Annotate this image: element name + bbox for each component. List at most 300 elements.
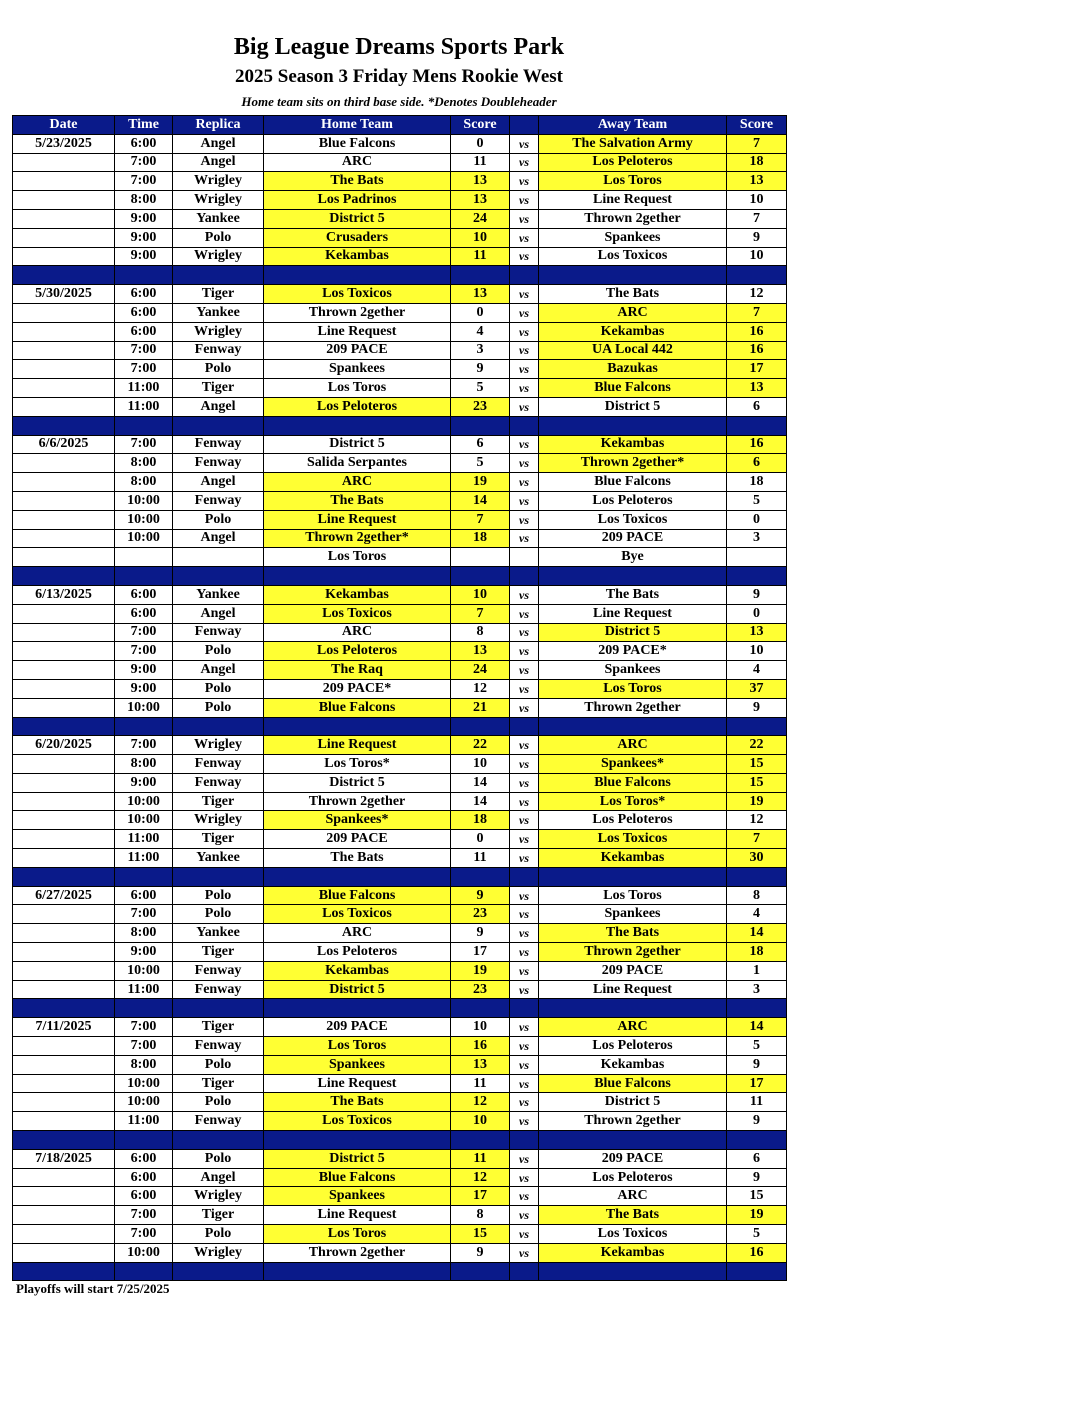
vs-label: vs xyxy=(510,924,539,943)
vs-label: vs xyxy=(510,191,539,210)
away-team: The Bats xyxy=(539,585,727,604)
game-time: 6:00 xyxy=(115,134,173,153)
away-score: 13 xyxy=(727,172,787,191)
vs-label: vs xyxy=(510,510,539,529)
game-time: 8:00 xyxy=(115,755,173,774)
game-date xyxy=(13,642,115,661)
away-score: 17 xyxy=(727,1074,787,1093)
away-team: Kekambas xyxy=(539,1243,727,1262)
away-team: 209 PACE xyxy=(539,1149,727,1168)
home-score: 23 xyxy=(451,905,510,924)
home-team: Los Toros* xyxy=(264,755,451,774)
game-time: 9:00 xyxy=(115,661,173,680)
game-field: Fenway xyxy=(173,961,264,980)
away-team: Kekambas xyxy=(539,1055,727,1074)
home-score: 13 xyxy=(451,285,510,304)
vs-label: vs xyxy=(510,755,539,774)
game-date xyxy=(13,849,115,868)
separator-cell xyxy=(115,717,173,736)
separator-cell xyxy=(451,416,510,435)
away-score: 18 xyxy=(727,943,787,962)
game-time: 6:00 xyxy=(115,1168,173,1187)
game-row xyxy=(13,943,787,962)
away-team: Los Peloteros xyxy=(539,491,727,510)
away-score: 14 xyxy=(727,1018,787,1037)
game-field: Polo xyxy=(173,1055,264,1074)
away-score: 0 xyxy=(727,604,787,623)
game-field: Angel xyxy=(173,529,264,548)
away-score: 7 xyxy=(727,209,787,228)
away-team: The Bats xyxy=(539,285,727,304)
game-field: Tiger xyxy=(173,792,264,811)
vs-label: vs xyxy=(510,1225,539,1244)
home-score: 11 xyxy=(451,1149,510,1168)
home-score: 9 xyxy=(451,886,510,905)
separator-cell xyxy=(13,1131,115,1150)
game-date xyxy=(13,1055,115,1074)
vs-label: vs xyxy=(510,491,539,510)
home-score: 11 xyxy=(451,153,510,172)
home-team: Los Toros xyxy=(264,379,451,398)
game-time: 10:00 xyxy=(115,491,173,510)
away-score: 13 xyxy=(727,379,787,398)
home-team: District 5 xyxy=(264,435,451,454)
vs-label: vs xyxy=(510,341,539,360)
home-team: Los Padrinos xyxy=(264,191,451,210)
game-row xyxy=(13,1149,787,1168)
separator-cell xyxy=(539,999,727,1018)
away-team: ARC xyxy=(539,736,727,755)
home-score: 0 xyxy=(451,134,510,153)
separator-cell xyxy=(264,867,451,886)
game-field: Polo xyxy=(173,698,264,717)
game-time: 11:00 xyxy=(115,849,173,868)
game-row xyxy=(13,1206,787,1225)
away-score: 22 xyxy=(727,736,787,755)
separator-cell xyxy=(115,867,173,886)
game-field: Fenway xyxy=(173,623,264,642)
game-field: Fenway xyxy=(173,755,264,774)
separator-cell xyxy=(727,1262,787,1281)
game-date xyxy=(13,679,115,698)
vs-label: vs xyxy=(510,1187,539,1206)
vs-label: vs xyxy=(510,980,539,999)
game-row xyxy=(13,247,787,266)
home-score: 24 xyxy=(451,209,510,228)
game-time: 6:00 xyxy=(115,303,173,322)
separator-cell xyxy=(264,999,451,1018)
game-date xyxy=(13,604,115,623)
away-score: 7 xyxy=(727,134,787,153)
separator-cell xyxy=(264,266,451,285)
game-row xyxy=(13,1055,787,1074)
home-score xyxy=(451,548,510,567)
week-separator xyxy=(13,867,787,886)
game-row xyxy=(13,172,787,191)
home-score: 10 xyxy=(451,1112,510,1131)
game-row xyxy=(13,736,787,755)
game-time: 10:00 xyxy=(115,698,173,717)
game-row xyxy=(13,755,787,774)
game-time: 11:00 xyxy=(115,379,173,398)
game-date xyxy=(13,961,115,980)
separator-cell xyxy=(539,1262,727,1281)
vs-label: vs xyxy=(510,642,539,661)
game-date xyxy=(13,1187,115,1206)
game-date xyxy=(13,303,115,322)
game-date xyxy=(13,661,115,680)
home-score: 3 xyxy=(451,341,510,360)
home-score: 19 xyxy=(451,961,510,980)
home-score: 22 xyxy=(451,736,510,755)
away-score: 15 xyxy=(727,1187,787,1206)
vs-label: vs xyxy=(510,1037,539,1056)
away-team: Los Toros xyxy=(539,172,727,191)
home-score: 0 xyxy=(451,303,510,322)
game-field: Polo xyxy=(173,1225,264,1244)
vs-label: vs xyxy=(510,153,539,172)
game-field: Wrigley xyxy=(173,191,264,210)
vs-label: vs xyxy=(510,473,539,492)
home-score: 18 xyxy=(451,529,510,548)
home-score: 0 xyxy=(451,830,510,849)
away-score: 9 xyxy=(727,585,787,604)
home-team: Salida Serpantes xyxy=(264,454,451,473)
home-score: 14 xyxy=(451,491,510,510)
game-row xyxy=(13,924,787,943)
game-date xyxy=(13,191,115,210)
game-date xyxy=(13,830,115,849)
vs-label: vs xyxy=(510,247,539,266)
away-team: Los Peloteros xyxy=(539,153,727,172)
game-time: 7:00 xyxy=(115,623,173,642)
vs-label: vs xyxy=(510,1206,539,1225)
game-field: Fenway xyxy=(173,980,264,999)
game-field: Angel xyxy=(173,134,264,153)
home-team: Line Request xyxy=(264,1206,451,1225)
away-score: 18 xyxy=(727,473,787,492)
away-score: 6 xyxy=(727,397,787,416)
game-field: Angel xyxy=(173,397,264,416)
away-team: The Salvation Army xyxy=(539,134,727,153)
away-score: 8 xyxy=(727,886,787,905)
vs-label: vs xyxy=(510,285,539,304)
game-row xyxy=(13,548,787,567)
game-date xyxy=(13,454,115,473)
week-separator xyxy=(13,567,787,586)
game-field: Wrigley xyxy=(173,1243,264,1262)
separator-cell xyxy=(510,717,539,736)
game-row xyxy=(13,529,787,548)
game-field: Tiger xyxy=(173,830,264,849)
game-row xyxy=(13,285,787,304)
separator-cell xyxy=(115,567,173,586)
away-team: Spankees* xyxy=(539,755,727,774)
home-team: Blue Falcons xyxy=(264,1168,451,1187)
game-time: 9:00 xyxy=(115,773,173,792)
vs-label: vs xyxy=(510,698,539,717)
away-team: Blue Falcons xyxy=(539,473,727,492)
away-team: Thrown 2gether xyxy=(539,943,727,962)
home-score: 19 xyxy=(451,473,510,492)
home-score: 9 xyxy=(451,360,510,379)
home-score: 12 xyxy=(451,679,510,698)
home-team: District 5 xyxy=(264,209,451,228)
vs-label: vs xyxy=(510,849,539,868)
separator-cell xyxy=(13,999,115,1018)
game-time: 10:00 xyxy=(115,961,173,980)
away-team: Thrown 2gether xyxy=(539,698,727,717)
week-separator xyxy=(13,717,787,736)
game-row xyxy=(13,792,787,811)
game-date xyxy=(13,792,115,811)
game-time: 7:00 xyxy=(115,642,173,661)
home-score: 11 xyxy=(451,849,510,868)
game-time: 6:00 xyxy=(115,604,173,623)
separator-cell xyxy=(115,999,173,1018)
schedule-note: Home team sits on third base side. *Denotes Doubleheader xyxy=(241,94,557,109)
separator-cell xyxy=(264,416,451,435)
game-date: 5/23/2025 xyxy=(13,134,115,153)
vs-label xyxy=(510,548,539,567)
away-score: 4 xyxy=(727,661,787,680)
col-vs-header xyxy=(510,116,539,135)
away-team: 209 PACE* xyxy=(539,642,727,661)
home-team: 209 PACE xyxy=(264,830,451,849)
col-away-score-header: Score xyxy=(727,116,787,135)
separator-cell xyxy=(13,717,115,736)
away-team: The Bats xyxy=(539,924,727,943)
week-separator xyxy=(13,1262,787,1281)
game-field: Polo xyxy=(173,510,264,529)
home-team: District 5 xyxy=(264,773,451,792)
separator-cell xyxy=(727,1131,787,1150)
col-date-header: Date xyxy=(13,116,115,135)
home-team: Thrown 2gether xyxy=(264,1243,451,1262)
home-score: 8 xyxy=(451,623,510,642)
home-score: 8 xyxy=(451,1206,510,1225)
separator-cell xyxy=(727,867,787,886)
away-team: Line Request xyxy=(539,980,727,999)
home-team: Spankees xyxy=(264,1055,451,1074)
away-team: 209 PACE xyxy=(539,529,727,548)
home-team: Line Request xyxy=(264,510,451,529)
home-team: Los Toxicos xyxy=(264,604,451,623)
game-time: 8:00 xyxy=(115,454,173,473)
separator-cell xyxy=(539,567,727,586)
vs-label: vs xyxy=(510,172,539,191)
col-replica-header: Replica xyxy=(173,116,264,135)
game-field: Polo xyxy=(173,905,264,924)
game-row xyxy=(13,905,787,924)
vs-label: vs xyxy=(510,1093,539,1112)
game-field: Fenway xyxy=(173,435,264,454)
separator-cell xyxy=(13,1262,115,1281)
game-time: 11:00 xyxy=(115,830,173,849)
game-row xyxy=(13,661,787,680)
away-score: 6 xyxy=(727,1149,787,1168)
home-team: 209 PACE* xyxy=(264,679,451,698)
game-date xyxy=(13,1168,115,1187)
separator-cell xyxy=(539,717,727,736)
home-team: The Bats xyxy=(264,172,451,191)
separator-cell xyxy=(173,717,264,736)
home-team: Blue Falcons xyxy=(264,134,451,153)
vs-label: vs xyxy=(510,379,539,398)
home-team: Los Peloteros xyxy=(264,642,451,661)
home-team: Line Request xyxy=(264,322,451,341)
game-time: 11:00 xyxy=(115,397,173,416)
home-team: Los Toxicos xyxy=(264,1112,451,1131)
away-score: 10 xyxy=(727,642,787,661)
away-team: Blue Falcons xyxy=(539,1074,727,1093)
away-score: 37 xyxy=(727,679,787,698)
away-score: 19 xyxy=(727,1206,787,1225)
col-home-score-header: Score xyxy=(451,116,510,135)
separator-cell xyxy=(173,999,264,1018)
vs-label: vs xyxy=(510,830,539,849)
game-time: 9:00 xyxy=(115,943,173,962)
game-row xyxy=(13,397,787,416)
home-team: Spankees* xyxy=(264,811,451,830)
separator-cell xyxy=(727,567,787,586)
away-team: District 5 xyxy=(539,1093,727,1112)
home-team: 209 PACE xyxy=(264,341,451,360)
col-away-team-header: Away Team xyxy=(539,116,727,135)
away-team: Los Toros xyxy=(539,886,727,905)
separator-cell xyxy=(451,266,510,285)
game-field: Tiger xyxy=(173,379,264,398)
vs-label: vs xyxy=(510,792,539,811)
vs-label: vs xyxy=(510,209,539,228)
away-team: Los Toros* xyxy=(539,792,727,811)
separator-cell xyxy=(173,266,264,285)
away-team: Line Request xyxy=(539,604,727,623)
game-date xyxy=(13,397,115,416)
separator-cell xyxy=(451,1262,510,1281)
separator-cell xyxy=(510,1131,539,1150)
game-time: 7:00 xyxy=(115,360,173,379)
game-time: 6:00 xyxy=(115,285,173,304)
home-team: Los Toxicos xyxy=(264,905,451,924)
away-score: 12 xyxy=(727,811,787,830)
away-team: UA Local 442 xyxy=(539,341,727,360)
home-score: 13 xyxy=(451,642,510,661)
game-field: Fenway xyxy=(173,773,264,792)
game-row xyxy=(13,886,787,905)
game-row xyxy=(13,473,787,492)
game-row xyxy=(13,379,787,398)
away-score: 10 xyxy=(727,191,787,210)
home-team: Thrown 2gether xyxy=(264,792,451,811)
game-date: 7/18/2025 xyxy=(13,1149,115,1168)
game-time: 10:00 xyxy=(115,1074,173,1093)
vs-label: vs xyxy=(510,529,539,548)
game-time xyxy=(115,548,173,567)
home-team: Line Request xyxy=(264,736,451,755)
game-row xyxy=(13,209,787,228)
away-team: Los Toxicos xyxy=(539,830,727,849)
vs-label: vs xyxy=(510,623,539,642)
game-field: Fenway xyxy=(173,1112,264,1131)
away-score: 3 xyxy=(727,980,787,999)
separator-cell xyxy=(13,567,115,586)
game-date xyxy=(13,379,115,398)
game-row xyxy=(13,585,787,604)
game-date xyxy=(13,529,115,548)
game-time: 9:00 xyxy=(115,209,173,228)
game-field: Yankee xyxy=(173,849,264,868)
game-date xyxy=(13,773,115,792)
game-date xyxy=(13,247,115,266)
home-team: Los Toxicos xyxy=(264,285,451,304)
away-team: Line Request xyxy=(539,191,727,210)
separator-cell xyxy=(173,867,264,886)
game-date xyxy=(13,1093,115,1112)
separator-cell xyxy=(115,266,173,285)
vs-label: vs xyxy=(510,1018,539,1037)
game-date: 5/30/2025 xyxy=(13,285,115,304)
separator-cell xyxy=(727,416,787,435)
home-team: Blue Falcons xyxy=(264,698,451,717)
game-time: 11:00 xyxy=(115,1112,173,1131)
game-field: Angel xyxy=(173,153,264,172)
game-date xyxy=(13,811,115,830)
vs-label: vs xyxy=(510,228,539,247)
home-team: Thrown 2gether* xyxy=(264,529,451,548)
game-row xyxy=(13,679,787,698)
away-score: 1 xyxy=(727,961,787,980)
game-date: 6/27/2025 xyxy=(13,886,115,905)
game-time: 9:00 xyxy=(115,679,173,698)
game-field: Yankee xyxy=(173,585,264,604)
game-row xyxy=(13,1074,787,1093)
game-field: Polo xyxy=(173,228,264,247)
game-date xyxy=(13,548,115,567)
home-score: 18 xyxy=(451,811,510,830)
away-team: District 5 xyxy=(539,623,727,642)
home-score: 24 xyxy=(451,661,510,680)
away-team: Thrown 2gether xyxy=(539,209,727,228)
away-team: Bazukas xyxy=(539,360,727,379)
vs-label: vs xyxy=(510,1243,539,1262)
schedule-body xyxy=(13,134,787,1281)
game-date: 6/6/2025 xyxy=(13,435,115,454)
home-team: Line Request xyxy=(264,1074,451,1093)
away-score xyxy=(727,548,787,567)
home-team: Los Peloteros xyxy=(264,943,451,962)
vs-label: vs xyxy=(510,736,539,755)
game-date xyxy=(13,1037,115,1056)
vs-label: vs xyxy=(510,1055,539,1074)
separator-cell xyxy=(727,717,787,736)
vs-label: vs xyxy=(510,905,539,924)
game-date xyxy=(13,698,115,717)
game-time: 6:00 xyxy=(115,886,173,905)
week-separator xyxy=(13,1131,787,1150)
home-team: Kekambas xyxy=(264,585,451,604)
vs-label: vs xyxy=(510,679,539,698)
separator-cell xyxy=(451,717,510,736)
away-score: 7 xyxy=(727,830,787,849)
away-score: 9 xyxy=(727,1112,787,1131)
separator-cell xyxy=(510,999,539,1018)
game-row xyxy=(13,510,787,529)
separator-cell xyxy=(727,266,787,285)
home-score: 21 xyxy=(451,698,510,717)
game-field: Fenway xyxy=(173,491,264,510)
separator-cell xyxy=(510,867,539,886)
